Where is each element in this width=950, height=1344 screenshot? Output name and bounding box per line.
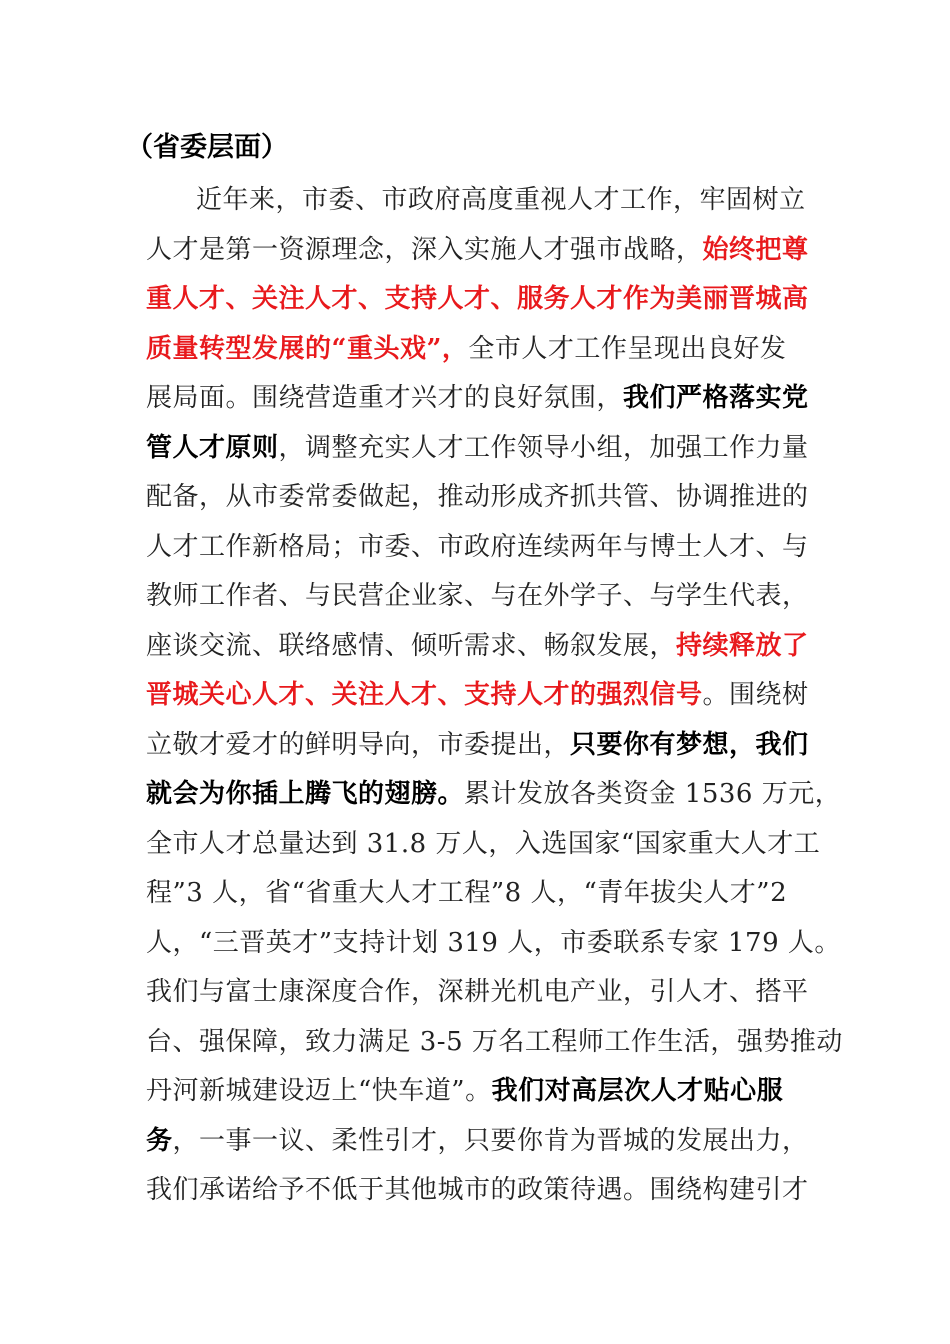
emphasis-red-run: 始终把尊 (702, 234, 809, 265)
paragraph-line (146, 176, 816, 226)
text-run: 丹河新城建设迈上“快车道”。 (146, 1076, 492, 1106)
text-run: 座谈交流、联络感情、倾听需求、畅叙发展， (146, 630, 677, 661)
paragraph-line (146, 721, 816, 771)
text-run: 人，“三晋英才”支持计划 319 人，市委联系专家 179 人。 (146, 927, 841, 958)
emphasis-bold-run: 管人才原则 (146, 432, 279, 463)
paragraph-line (146, 1018, 843, 1068)
paragraph-line (146, 770, 842, 820)
emphasis-red-run: 质量转型发展的“重头戏”， (146, 333, 469, 364)
emphasis-red-run: 重人才、关注人才、支持人才、服务人才作为美丽晋城高 (146, 284, 809, 314)
text-run: 我们承诺给予不低于其他城市的政策待遇。围绕构建引才 (146, 1175, 809, 1205)
emphasis-bold-run: 只要你有梦想，我们 (570, 729, 809, 760)
section-heading: （省委层面） (126, 132, 288, 163)
emphasis-bold-run: 务 (146, 1125, 173, 1156)
paragraph-line (146, 820, 821, 870)
paragraph-line (146, 1117, 816, 1167)
text-run: 配备，从市委常委做起，推动形成齐抓共管、协调推进的 (146, 482, 809, 512)
emphasis-red-run: 晋城关心人才、关注人才、支持人才的强烈信号 (146, 680, 703, 710)
text-run: 人才工作新格局；市委、市政府连续两年与博士人才、与 (146, 531, 809, 562)
text-run: 全市人才总量达到 31.8 万人，入选国家“国家重大人才工 (146, 828, 821, 859)
text-run: ，调整充实人才工作领导小组，加强工作力量 (278, 432, 809, 463)
paragraph-line (146, 325, 816, 375)
paragraph-line (146, 374, 816, 424)
paragraph-line (146, 572, 816, 622)
paragraph-line (146, 275, 816, 325)
text-run: 教师工作者、与民营企业家、与在外学子、与学生代表， (146, 581, 809, 611)
text-run: 人才是第一资源理念，深入实施人才强市战略， (146, 234, 703, 265)
text-run: 展局面。围绕营造重才兴才的良好氛围， (146, 383, 624, 413)
paragraph-line (146, 869, 816, 919)
text-run: 立敬才爱才的鲜明导向，市委提出， (146, 729, 571, 760)
text-run: 近年来，市委、市政府高度重视人才工作，牢固树立 (196, 185, 806, 215)
paragraph-line (146, 523, 816, 573)
text-run: 我们与富士康深度合作，深耕光机电产业，引人才、搭平 (146, 977, 809, 1007)
text-run: 台、强保障，致力满足 3-5 万名工程师工作生活，强势推动 (146, 1026, 843, 1057)
text-run: 程”3 人，省“省重大人才工程”8 人，“青年拔尖人才”2 (146, 878, 788, 908)
paragraph-line (146, 919, 841, 969)
emphasis-bold-run: 我们严格落实党 (623, 383, 809, 413)
text-run: ，一事一议、柔性引才，只要你肯为晋城的发展出力， (172, 1125, 809, 1156)
text-run: 累计发放各类资金 1536 万元， (464, 779, 842, 809)
emphasis-bold-run: 我们对高层次人才贴心服 (491, 1076, 784, 1106)
paragraph-line (146, 424, 816, 474)
text-run: 。围绕树 (702, 680, 809, 710)
paragraph-line (146, 1166, 816, 1216)
text-run: 全市人才工作呈现出良好发 (468, 333, 787, 364)
emphasis-bold-run: 就会为你插上腾飞的翅膀。 (146, 779, 465, 809)
body-paragraph (146, 176, 843, 1216)
paragraph-line (146, 968, 816, 1018)
paragraph-line (146, 226, 816, 276)
paragraph-line (146, 671, 816, 721)
paragraph-line (146, 473, 816, 523)
paragraph-line (146, 622, 816, 672)
paragraph-line (146, 1067, 816, 1117)
emphasis-red-run: 持续释放了 (676, 630, 809, 661)
